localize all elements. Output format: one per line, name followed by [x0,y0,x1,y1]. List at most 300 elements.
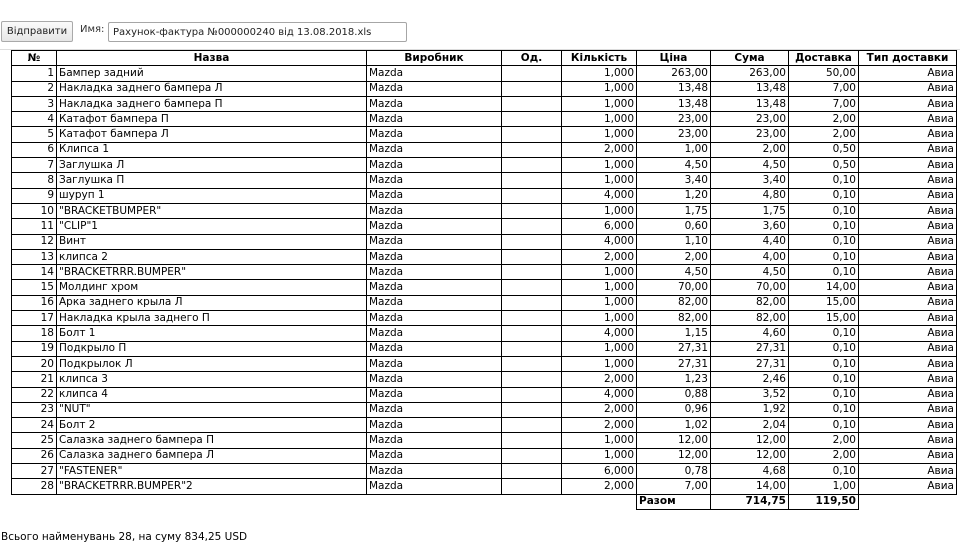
table-row [12,418,957,433]
cell-delivery: 14,00 [789,280,859,295]
cell-delivery-type: Авиа [859,81,957,96]
header-manufacturer: Виробник [367,51,502,66]
cell-delivery: 0,10 [789,372,859,387]
cell-manufacturer: Mazda [367,418,502,433]
table-row [12,96,957,111]
cell-price: 0,78 [637,464,711,479]
cell-delivery-type: Авиа [859,341,957,356]
header-unit: Од. [502,51,562,66]
cell-delivery: 0,10 [789,326,859,341]
cell-manufacturer: Mazda [367,356,502,371]
cell-no: 9 [12,188,57,203]
cell-qty: 2,000 [562,372,637,387]
cell-no: 1 [12,66,57,81]
cell-delivery-type: Авиа [859,219,957,234]
cell-qty: 4,000 [562,326,637,341]
cell-delivery-type: Авиа [859,173,957,188]
cell-delivery: 2,00 [789,127,859,142]
cell-manufacturer: Mazda [367,158,502,173]
table-row [12,249,957,264]
cell-unit [502,219,562,234]
cell-delivery-type: Авиа [859,356,957,371]
cell-qty: 2,000 [562,249,637,264]
cell-unit [502,142,562,157]
cell-qty: 1,000 [562,81,637,96]
cell-name: "BRACKETRRR.BUMPER"2 [57,479,367,494]
table-row [12,66,957,81]
cell-delivery: 0,10 [789,387,859,402]
cell-unit [502,326,562,341]
cell-sum: 23,00 [711,112,789,127]
cell-delivery-type: Авиа [859,188,957,203]
cell-no: 19 [12,341,57,356]
cell-name: Катафот бампера П [57,112,367,127]
cell-price: 70,00 [637,280,711,295]
cell-delivery: 0,10 [789,203,859,218]
cell-delivery: 0,10 [789,265,859,280]
cell-manufacturer: Mazda [367,372,502,387]
cell-price: 7,00 [637,479,711,494]
table-row [12,387,957,402]
cell-sum: 1,75 [711,203,789,218]
cell-name: Винт [57,234,367,249]
cell-unit [502,96,562,111]
cell-delivery: 0,10 [789,234,859,249]
table-row [12,311,957,326]
cell-name: "FASTENER" [57,464,367,479]
cell-unit [502,479,562,494]
table-row [12,265,957,280]
cell-unit [502,402,562,417]
cell-qty: 1,000 [562,173,637,188]
cell-unit [502,249,562,264]
cell-name: Болт 2 [57,418,367,433]
cell-price: 0,60 [637,219,711,234]
cell-manufacturer: Mazda [367,433,502,448]
cell-manufacturer: Mazda [367,173,502,188]
cell-unit [502,127,562,142]
cell-price: 0,96 [637,402,711,417]
cell-unit [502,418,562,433]
cell-qty: 2,000 [562,418,637,433]
cell-sum: 1,92 [711,402,789,417]
cell-name: Бампер задний [57,66,367,81]
cell-no: 25 [12,433,57,448]
table-row [12,356,957,371]
table-row [12,203,957,218]
cell-unit [502,112,562,127]
cell-qty: 4,000 [562,234,637,249]
cell-price: 13,48 [637,81,711,96]
cell-unit [502,234,562,249]
cell-name: Подкрыло П [57,341,367,356]
table-row [12,326,957,341]
cell-sum: 82,00 [711,311,789,326]
cell-no: 6 [12,142,57,157]
cell-no: 21 [12,372,57,387]
totals-label: Разом [637,494,711,509]
table-row [12,81,957,96]
cell-sum: 3,52 [711,387,789,402]
invoice-table [11,50,957,510]
cell-delivery: 0,10 [789,173,859,188]
cell-price: 82,00 [637,311,711,326]
cell-delivery-type: Авиа [859,464,957,479]
cell-sum: 2,46 [711,372,789,387]
cell-qty: 1,000 [562,112,637,127]
table-row [12,433,957,448]
header-price: Ціна [637,51,711,66]
cell-delivery-type: Авиа [859,402,957,417]
cell-sum: 12,00 [711,448,789,463]
cell-no: 22 [12,387,57,402]
cell-unit [502,280,562,295]
cell-delivery: 2,00 [789,112,859,127]
cell-name: Заглушка Л [57,158,367,173]
cell-delivery: 2,00 [789,433,859,448]
cell-unit [502,464,562,479]
totals-spacer [12,494,637,509]
cell-delivery-type: Авиа [859,234,957,249]
cell-manufacturer: Mazda [367,127,502,142]
cell-delivery-type: Авиа [859,479,957,494]
cell-delivery-type: Авиа [859,127,957,142]
cell-no: 18 [12,326,57,341]
cell-manufacturer: Mazda [367,387,502,402]
cell-unit [502,188,562,203]
cell-no: 26 [12,448,57,463]
cell-name: Заглушка П [57,173,367,188]
cell-sum: 23,00 [711,127,789,142]
cell-delivery: 0,50 [789,142,859,157]
cell-no: 14 [12,265,57,280]
cell-price: 82,00 [637,295,711,310]
cell-no: 12 [12,234,57,249]
cell-no: 15 [12,280,57,295]
cell-name: клипса 3 [57,372,367,387]
cell-manufacturer: Mazda [367,402,502,417]
cell-no: 13 [12,249,57,264]
cell-delivery: 0,10 [789,418,859,433]
cell-sum: 27,31 [711,341,789,356]
cell-delivery-type: Авиа [859,372,957,387]
cell-unit [502,265,562,280]
cell-delivery: 15,00 [789,311,859,326]
cell-name: Молдинг хром [57,280,367,295]
cell-sum: 4,68 [711,464,789,479]
table-row [12,219,957,234]
cell-manufacturer: Mazda [367,142,502,157]
cell-price: 1,02 [637,418,711,433]
cell-sum: 4,60 [711,326,789,341]
cell-manufacturer: Mazda [367,341,502,356]
cell-delivery: 15,00 [789,295,859,310]
cell-price: 1,00 [637,142,711,157]
cell-manufacturer: Mazda [367,249,502,264]
cell-price: 1,20 [637,188,711,203]
cell-name: Болт 1 [57,326,367,341]
cell-name: Катафот бампера Л [57,127,367,142]
cell-name: "NUT" [57,402,367,417]
table-row [12,295,957,310]
cell-name: Арка заднего крыла Л [57,295,367,310]
table-row [12,464,957,479]
cell-no: 20 [12,356,57,371]
cell-delivery-type: Авиа [859,448,957,463]
cell-manufacturer: Mazda [367,311,502,326]
cell-name: Клипса 1 [57,142,367,157]
cell-delivery: 0,50 [789,158,859,173]
cell-unit [502,173,562,188]
cell-name: Салазка заднего бампера Л [57,448,367,463]
cell-unit [502,372,562,387]
cell-price: 4,50 [637,158,711,173]
cell-manufacturer: Mazda [367,479,502,494]
invoice-summary: Всього найменувань 28, на суму 834,25 USD [1,531,248,543]
cell-unit [502,356,562,371]
table-header-row [12,51,957,66]
cell-name: "BRACKETRRR.BUMPER" [57,265,367,280]
cell-price: 1,15 [637,326,711,341]
cell-delivery-type: Авиа [859,66,957,81]
cell-price: 23,00 [637,127,711,142]
cell-name: Салазка заднего бампера П [57,433,367,448]
cell-price: 1,75 [637,203,711,218]
cell-delivery-type: Авиа [859,158,957,173]
cell-manufacturer: Mazda [367,112,502,127]
cell-no: 7 [12,158,57,173]
cell-sum: 3,60 [711,219,789,234]
cell-qty: 6,000 [562,464,637,479]
table-row [12,127,957,142]
table-row [12,234,957,249]
cell-no: 23 [12,402,57,417]
cell-price: 27,31 [637,341,711,356]
cell-unit [502,433,562,448]
cell-no: 27 [12,464,57,479]
table-row [12,280,957,295]
cell-qty: 1,000 [562,66,637,81]
cell-delivery-type: Авиа [859,311,957,326]
cell-delivery-type: Авиа [859,96,957,111]
cell-sum: 4,00 [711,249,789,264]
cell-sum: 27,31 [711,356,789,371]
cell-price: 1,10 [637,234,711,249]
cell-delivery-type: Авиа [859,326,957,341]
cell-price: 2,00 [637,249,711,264]
cell-delivery: 7,00 [789,96,859,111]
cell-price: 1,23 [637,372,711,387]
cell-sum: 13,48 [711,96,789,111]
cell-qty: 1,000 [562,341,637,356]
cell-sum: 2,00 [711,142,789,157]
cell-name: "BRACKETBUMPER" [57,203,367,218]
totals-row [12,494,957,509]
cell-unit [502,448,562,463]
cell-manufacturer: Mazda [367,203,502,218]
header-no: № [12,51,57,66]
cell-delivery: 0,10 [789,341,859,356]
cell-no: 8 [12,173,57,188]
cell-name: клипса 4 [57,387,367,402]
cell-no: 16 [12,295,57,310]
cell-qty: 1,000 [562,203,637,218]
cell-delivery: 2,00 [789,448,859,463]
cell-manufacturer: Mazda [367,295,502,310]
cell-price: 13,48 [637,96,711,111]
cell-unit [502,295,562,310]
cell-no: 3 [12,96,57,111]
cell-manufacturer: Mazda [367,66,502,81]
totals-sum: 714,75 [711,494,789,509]
cell-delivery-type: Авиа [859,280,957,295]
cell-delivery: 7,00 [789,81,859,96]
cell-delivery: 0,10 [789,188,859,203]
cell-no: 17 [12,311,57,326]
totals-delivery: 119,50 [789,494,859,509]
table-body [12,66,957,494]
cell-manufacturer: Mazda [367,234,502,249]
cell-sum: 2,04 [711,418,789,433]
cell-qty: 2,000 [562,479,637,494]
cell-delivery-type: Авиа [859,249,957,264]
cell-manufacturer: Mazda [367,448,502,463]
cell-manufacturer: Mazda [367,265,502,280]
cell-qty: 1,000 [562,448,637,463]
cell-name: Подкрылок Л [57,356,367,371]
cell-unit [502,311,562,326]
header-delivery: Доставка [789,51,859,66]
cell-manufacturer: Mazda [367,96,502,111]
cell-qty: 1,000 [562,265,637,280]
cell-sum: 3,40 [711,173,789,188]
cell-delivery-type: Авиа [859,265,957,280]
cell-name: шуруп 1 [57,188,367,203]
header-qty: Кількість [562,51,637,66]
cell-sum: 70,00 [711,280,789,295]
header-name: Назва [57,51,367,66]
table-row [12,402,957,417]
filename-input[interactable] [108,22,407,42]
table-row [12,372,957,387]
cell-name: Накладка заднего бампера Л [57,81,367,96]
cell-delivery-type: Авиа [859,203,957,218]
cell-manufacturer: Mazda [367,326,502,341]
cell-no: 4 [12,112,57,127]
cell-delivery-type: Авиа [859,112,957,127]
cell-unit [502,66,562,81]
cell-delivery-type: Авиа [859,142,957,157]
cell-price: 12,00 [637,448,711,463]
toolbar [0,0,960,50]
cell-price: 0,88 [637,387,711,402]
table-row [12,158,957,173]
cell-sum: 263,00 [711,66,789,81]
cell-manufacturer: Mazda [367,219,502,234]
header-sum: Сума [711,51,789,66]
cell-price: 3,40 [637,173,711,188]
header-delivery-type: Тип доставки [859,51,957,66]
cell-qty: 1,000 [562,127,637,142]
table-row [12,479,957,494]
cell-price: 4,50 [637,265,711,280]
cell-delivery: 0,10 [789,249,859,264]
cell-delivery-type: Авиа [859,295,957,310]
cell-qty: 1,000 [562,356,637,371]
cell-qty: 4,000 [562,188,637,203]
send-button[interactable]: Відправити [1,21,73,42]
cell-sum: 4,40 [711,234,789,249]
cell-unit [502,387,562,402]
totals-spacer-end [859,494,957,509]
cell-price: 23,00 [637,112,711,127]
cell-qty: 1,000 [562,96,637,111]
cell-unit [502,341,562,356]
cell-delivery-type: Авиа [859,387,957,402]
cell-unit [502,203,562,218]
table-row [12,341,957,356]
cell-delivery: 0,10 [789,219,859,234]
cell-delivery: 50,00 [789,66,859,81]
cell-no: 2 [12,81,57,96]
cell-price: 12,00 [637,433,711,448]
cell-no: 11 [12,219,57,234]
cell-delivery-type: Авиа [859,433,957,448]
cell-qty: 6,000 [562,219,637,234]
cell-qty: 2,000 [562,402,637,417]
cell-no: 5 [12,127,57,142]
cell-manufacturer: Mazda [367,188,502,203]
cell-delivery: 0,10 [789,356,859,371]
cell-name: Накладка крыла заднего П [57,311,367,326]
cell-sum: 12,00 [711,433,789,448]
cell-name: "CLIP"1 [57,219,367,234]
cell-unit [502,158,562,173]
cell-qty: 1,000 [562,295,637,310]
table-row [12,173,957,188]
table-row [12,142,957,157]
cell-qty: 1,000 [562,311,637,326]
cell-qty: 4,000 [562,387,637,402]
cell-unit [502,81,562,96]
cell-name: клипса 2 [57,249,367,264]
cell-manufacturer: Mazda [367,464,502,479]
cell-no: 24 [12,418,57,433]
cell-sum: 82,00 [711,295,789,310]
cell-qty: 1,000 [562,280,637,295]
cell-price: 27,31 [637,356,711,371]
cell-qty: 1,000 [562,433,637,448]
cell-sum: 14,00 [711,479,789,494]
cell-delivery-type: Авиа [859,418,957,433]
cell-no: 28 [12,479,57,494]
cell-sum: 4,50 [711,158,789,173]
table-row [12,112,957,127]
cell-qty: 2,000 [562,142,637,157]
cell-delivery: 1,00 [789,479,859,494]
cell-delivery: 0,10 [789,464,859,479]
cell-manufacturer: Mazda [367,81,502,96]
table-row [12,188,957,203]
cell-delivery: 0,10 [789,402,859,417]
cell-manufacturer: Mazda [367,280,502,295]
cell-qty: 1,000 [562,158,637,173]
cell-price: 263,00 [637,66,711,81]
table-row [12,448,957,463]
cell-sum: 13,48 [711,81,789,96]
filename-label: Имя: [80,24,105,35]
cell-no: 10 [12,203,57,218]
